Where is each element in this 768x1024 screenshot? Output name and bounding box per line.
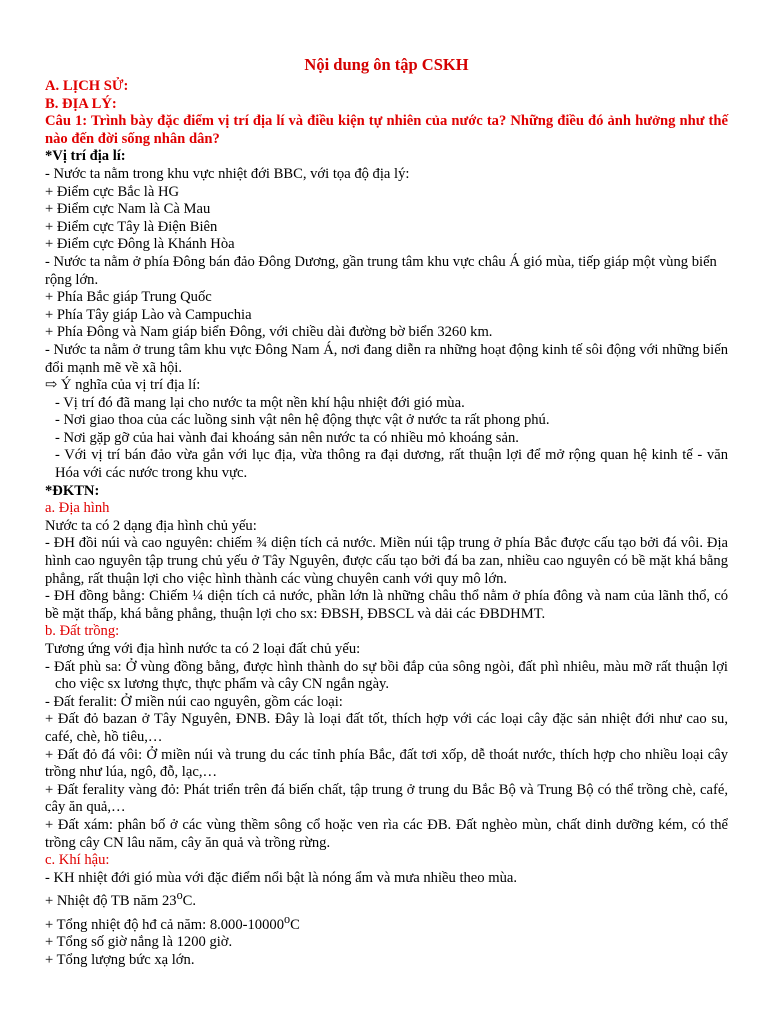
paragraph-line: + Điểm cực Bắc là HG xyxy=(45,183,180,200)
terrain-heading: a. Địa hình xyxy=(45,500,110,517)
significance-heading xyxy=(45,377,728,395)
climate-heading: c. Khí hậu: xyxy=(45,852,110,869)
paragraph-line: - Vị trí đó đã mang lại cho nước ta một nền khí hậu nhiệt đới gió mùa. xyxy=(55,394,465,411)
paragraph: - ĐH đồi núi và cao nguyên: chiếm ¾ diện tích cả nước. Miền núi tập trung ở phía Bắc được cấu tạo bởi đá vôi. Địa hình cao nguyên tập trung chủ yếu ở Tây Nguyên, được cấu tạo bởi đá ba zan, nhiều cao nguyên có bề mặt khá bằng phẳng, rất thuận lợi cho việc hình thành các vùng chuyên canh với quy mô lớn. xyxy=(45,535,728,587)
question-1: Câu 1: Trình bày đặc điểm vị trí địa lí và điều kiện tự nhiên của nước ta? Những điều đó ảnh hưởng như thế nào đến đời sống nhân dân? xyxy=(45,113,728,147)
climate-item-unit: C xyxy=(290,916,300,933)
paragraph-line: - Đất feralit: Ở miền núi cao nguyên, gồm các loại: xyxy=(45,693,343,710)
degree-mark: o xyxy=(176,888,183,903)
vtdl-heading: *Vị trí địa lí: xyxy=(45,148,126,165)
paragraph-line: + Tổng lượng bức xạ lớn. xyxy=(45,951,195,968)
paragraph: - Nước ta nằm ở phía Đông bán đảo Đông Dương, gần trung tâm khu vực châu Á gió mùa, tiếp giáp một vùng biển xyxy=(45,253,717,270)
paragraph-line: + Điểm cực Đông là Khánh Hòa xyxy=(45,236,235,253)
climate-item-unit: C. xyxy=(182,893,197,910)
paragraph-line: - Nơi gặp gỡ của hai vành đai khoáng sản nên nước ta có nhiều mỏ khoáng sản. xyxy=(55,429,519,446)
paragraph-line: - Nước ta nằm trong khu vực nhiệt đới BBC, với tọa độ địa lý: xyxy=(45,165,410,182)
paragraph-line: - Nơi giao thoa của các luồng sinh vật nên hệ động thực vật ở nước ta rất phong phú. xyxy=(55,412,550,429)
paragraph: - Nước ta nằm ở trung tâm khu vực Đông Nam Á, nơi đang diễn ra những hoạt động kinh tế sôi động với những biến đổi mạnh mẽ về xã hội. xyxy=(45,341,728,376)
paragraph-line: + Phía Bắc giáp Trung Quốc xyxy=(45,289,212,306)
paragraph-line: Tương ứng với địa hình nước ta có 2 loại đất chủ yếu: xyxy=(45,641,361,657)
section-a-heading: A. LỊCH SỬ: xyxy=(45,78,129,94)
paragraph-line xyxy=(45,911,728,934)
paragraph-line: + Tổng số giờ nắng là 1200 giờ. xyxy=(45,934,233,951)
paragraph: - Với vị trí bán đảo vừa gắn với lục địa, vừa thông ra đại dương, rất thuận lợi để mở rộng quan hệ kinh tế - văn Hóa với các nước trong khu vực. xyxy=(55,447,728,482)
paragraph-line: + Phía Đông và Nam giáp biển Đông, với chiều dài đường bờ biển 3260 km. xyxy=(45,324,493,341)
paragraph: + Đất ferality vàng đỏ: Phát triển trên đá biến chất, tập trung ở trung du Bắc Bộ và Trung Bộ có thể trồng chè, café, cây ăn quả,… xyxy=(45,781,728,816)
paragraph-line: Nước ta có 2 dạng địa hình chủ yếu: xyxy=(45,517,257,534)
paragraph-line: + Phía Tây giáp Lào và Campuchia xyxy=(45,306,252,323)
significance-heading-text: Ý nghĩa của vị trí địa lí: xyxy=(57,377,201,394)
climate-item-text: + Nhiệt độ TB năm 23 xyxy=(45,893,177,910)
paragraph-line xyxy=(45,887,728,910)
paragraph: + Đất đỏ đá vôi: Ở miền núi và trung du các tỉnh phía Bắc, đất tơi xốp, dễ thoát nước, thích hợp cho nhiều loại cây trồng như lúa, ngô, đỗ, lạc,… xyxy=(45,746,728,781)
paragraph-line: + Điểm cực Nam là Cà Mau xyxy=(45,201,211,218)
soil-heading: b. Đất trồng: xyxy=(45,623,120,640)
dktn-heading: *ĐKTN: xyxy=(45,482,100,499)
paragraph-line: rộng lớn. xyxy=(45,271,99,288)
degree-mark: o xyxy=(284,911,291,926)
paragraph: + Đất đỏ bazan ở Tây Nguyên, ĐNB. Đây là loại đất tốt, thích hợp với các loại cây đặc sản nhiệt đới như cao su, café, chè, hồ tiêu,… xyxy=(45,711,728,745)
paragraph-line: + Điểm cực Tây là Điện Biên xyxy=(45,218,218,235)
paragraph: - ĐH đồng bằng: Chiếm ¼ diện tích cả nước, phần lớn là những châu thổ nằm ở phía đông và nam của lãnh thổ, có bề mặt thấp, khá bằng phẳng, thuận lợi cho sx: ĐBSH, ĐBSCL và dải các ĐBDHMT. xyxy=(45,588,728,622)
section-b-heading: B. ĐỊA LÝ: xyxy=(45,95,117,112)
climate-item-text: + Tổng nhiệt độ hđ cả năm: 8.000-10000 xyxy=(45,916,284,933)
right-arrow-icon: ⇨ xyxy=(45,377,58,394)
doc-title: Nội dung ôn tập CSKH xyxy=(304,55,469,74)
paragraph: - Đất phù sa: Ở vùng đồng bằng, được hình thành do sự bồi đắp của sông ngòi, đất phì nhiêu, màu mỡ rất thuận lợi cho việc sx lương thực, thực phẩm và cây CN ngắn ngày. xyxy=(45,658,728,693)
paragraph-line: - KH nhiệt đới gió mùa với đặc điểm nổi bật là nóng ẩm và mưa nhiều theo mùa. xyxy=(45,869,517,886)
paragraph: + Đất xám: phân bố ở các vùng thềm sông cổ hoặc ven rìa các ĐB. Đất nghèo mùn, chất dinh dưỡng kém, có thể trồng cây CN lâu năm, cây ăn quả và trồng rừng. xyxy=(45,816,728,851)
